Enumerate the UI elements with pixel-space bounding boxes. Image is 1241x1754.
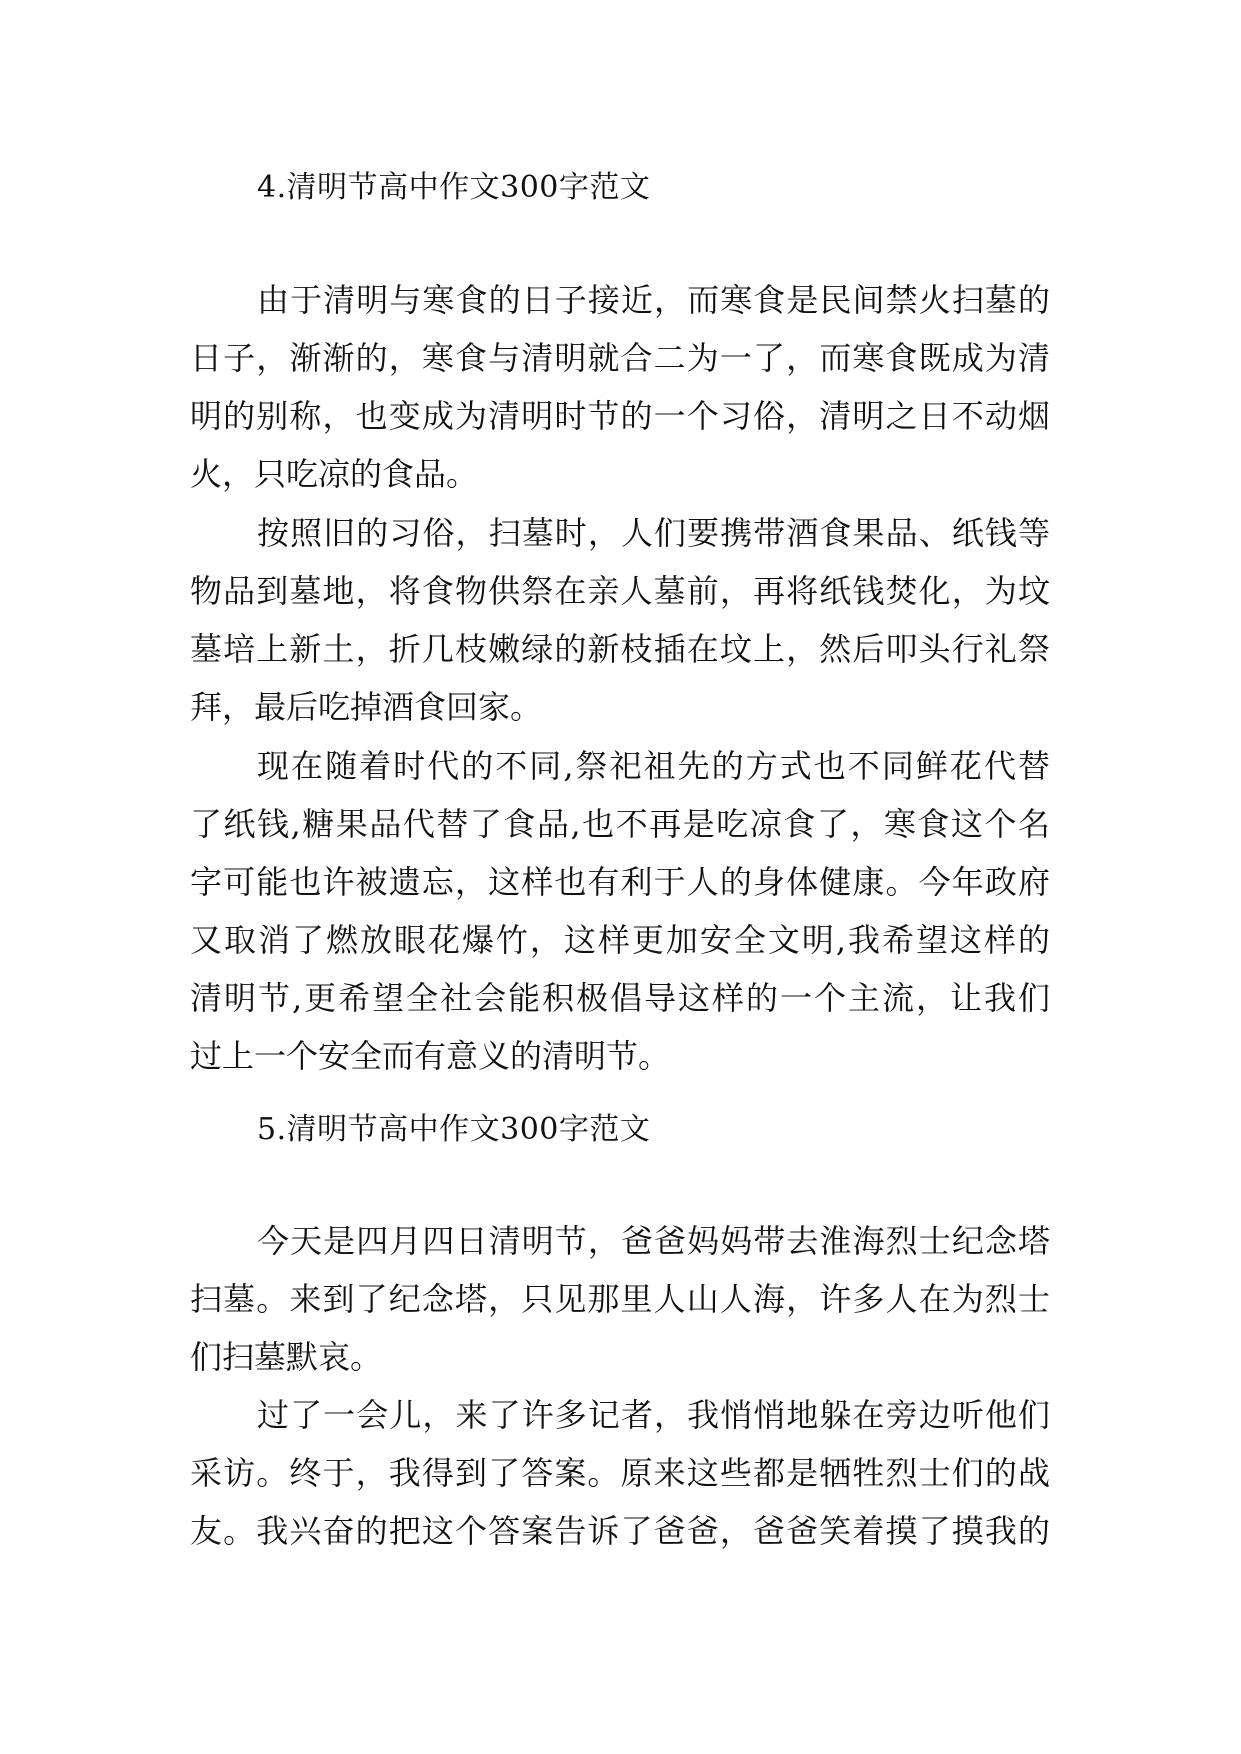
paragraph bbox=[190, 1386, 1050, 1560]
text-line: 今天是四月四日清明节，爸爸妈妈带去淮海烈士纪念塔 bbox=[257, 1222, 1050, 1260]
text-line: 墓培上新土，折几枝嫩绿的新枝插在坟上，然后叩头行礼祭 bbox=[190, 630, 1050, 668]
paragraph bbox=[190, 271, 1050, 503]
section-heading-4: 4.清明节高中作文300字范文 bbox=[257, 170, 651, 205]
paragraph bbox=[190, 1212, 1050, 1386]
text-line: 由于清明与寒食的日子接近，而寒食是民间禁火扫墓的 bbox=[257, 281, 1050, 319]
text-line: 扫墓。来到了纪念塔，只见那里人山人海，许多人在为烈士 bbox=[190, 1280, 1050, 1318]
text-line: 采访。终于，我得到了答案。原来这些都是牺牲烈士们的战 bbox=[190, 1454, 1050, 1492]
text-line: 物品到墓地，将食物供祭在亲人墓前，再将纸钱焚化，为坟 bbox=[190, 572, 1050, 610]
text-line: 拜，最后吃掉酒食回家。 bbox=[190, 688, 543, 726]
paragraph bbox=[190, 504, 1050, 736]
text-line: 过上一个安全而有意义的清明节。 bbox=[190, 1037, 671, 1075]
text-line: 了纸钱,糖果品代替了食品,也不再是吃凉食了，寒食这个名 bbox=[190, 805, 1050, 843]
section-heading-5: 5.清明节高中作文300字范文 bbox=[257, 1112, 651, 1147]
text-line: 字可能也许被遗忘，这样也有利于人的身体健康。今年政府 bbox=[190, 863, 1050, 901]
text-line: 又取消了燃放眼花爆竹，这样更加安全文明,我希望这样的 bbox=[190, 921, 1050, 959]
text-line: 过了一会儿，来了许多记者，我悄悄地躲在旁边听他们 bbox=[257, 1396, 1050, 1434]
text-line: 明的别称，也变成为清明时节的一个习俗，清明之日不动烟 bbox=[190, 397, 1050, 435]
text-line: 火，只吃凉的食品。 bbox=[190, 455, 479, 493]
text-line: 现在随着时代的不同,祭祀祖先的方式也不同鲜花代替 bbox=[257, 747, 1050, 785]
text-line: 清明节,更希望全社会能积极倡导这样的一个主流，让我们 bbox=[190, 979, 1050, 1017]
text-line: 友。我兴奋的把这个答案告诉了爸爸，爸爸笑着摸了摸我的 bbox=[190, 1512, 1050, 1550]
text-line: 们扫墓默哀。 bbox=[190, 1338, 383, 1376]
text-line: 按照旧的习俗，扫墓时，人们要携带酒食果品、纸钱等 bbox=[257, 514, 1050, 552]
text-line: 日子，渐渐的，寒食与清明就合二为一了，而寒食既成为清 bbox=[190, 339, 1050, 377]
paragraph bbox=[190, 737, 1050, 1085]
